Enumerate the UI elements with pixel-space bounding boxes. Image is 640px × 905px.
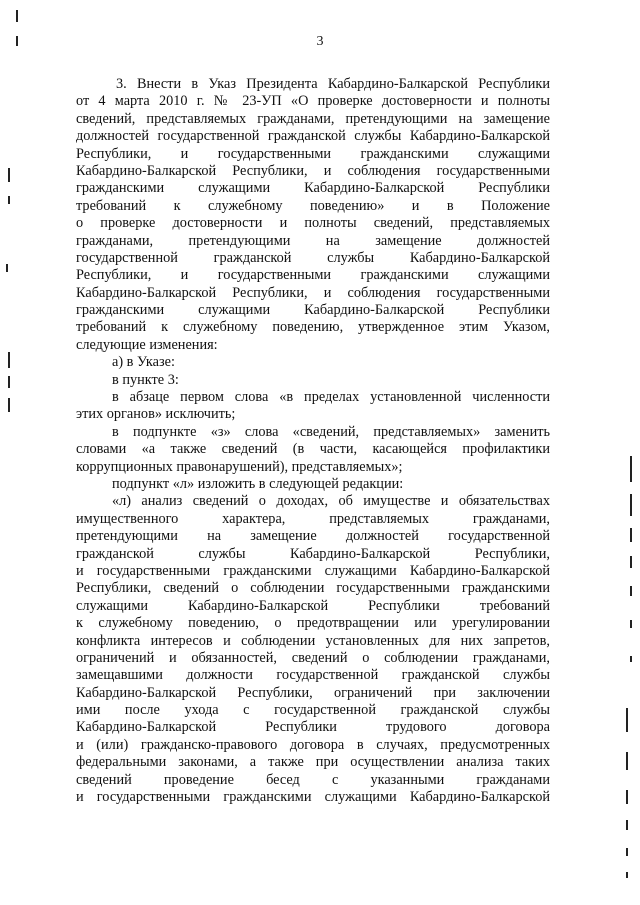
text-line: подпункт «л» изложить в следующей редакции: bbox=[112, 475, 404, 492]
text-line: а) в Указе: bbox=[112, 354, 175, 371]
text-line: к служебному поведению, о предотвращении или урегулировании bbox=[76, 615, 550, 632]
text-line: этих органов» исключить; bbox=[76, 406, 236, 423]
text-line: Кабардино-Балкарской Республики, и соблюдения государственными bbox=[76, 284, 550, 301]
text-line: Кабардино-Балкарской Республики, и соблюдения государственными bbox=[76, 162, 550, 179]
scan-mark bbox=[626, 790, 628, 804]
scan-mark bbox=[8, 376, 10, 388]
scan-mark bbox=[630, 456, 632, 482]
text-line: о проверке достоверности и полноты сведений, представляемых bbox=[76, 215, 550, 232]
text-line: и государственными гражданскими служащими Кабардино-Балкарской bbox=[76, 562, 550, 579]
text-line: требований к служебному поведению, утвержденное этим Указом, bbox=[76, 319, 550, 336]
scan-mark bbox=[16, 10, 18, 22]
text-line: претендующими на замещение должностей государственной bbox=[76, 528, 550, 545]
text-line: служащими Кабардино-Балкарской Республики требований bbox=[76, 597, 550, 614]
text-line: в пункте 3: bbox=[112, 371, 179, 388]
scan-mark bbox=[630, 656, 632, 662]
scan-mark bbox=[8, 398, 10, 412]
text-line: в абзаце первом слова «в пределах установленной численности bbox=[112, 389, 550, 406]
text-line: федеральными законами, а также при осуществлении анализа таких bbox=[76, 754, 550, 771]
text-line: сведений, представляемых гражданами, претендующими на замещение bbox=[76, 110, 550, 127]
page-number: 3 bbox=[316, 34, 324, 49]
text-line: Республики, и государственными гражданскими служащими bbox=[76, 145, 550, 162]
text-line: и (или) гражданско-правового договора в случаях, предусмотренных bbox=[76, 736, 550, 753]
document-body bbox=[76, 76, 550, 806]
text-line: словами «а также сведений (в части, касающейся профилактики bbox=[76, 441, 550, 458]
text-line: государственной гражданской службы Кабардино-Балкарской bbox=[76, 249, 550, 266]
text-line: и государственными гражданскими служащими Кабардино-Балкарской bbox=[76, 789, 550, 806]
text-line: гражданскими служащими Кабардино-Балкарской Республики bbox=[76, 180, 550, 197]
text-line: коррупционных правонарушений), представляемых»; bbox=[76, 458, 403, 475]
scan-mark bbox=[16, 36, 18, 46]
text-line: сведений проведение бесед с указанными гражданами bbox=[76, 771, 550, 788]
scan-mark bbox=[630, 494, 632, 516]
scan-mark bbox=[630, 528, 632, 542]
text-line: Кабардино-Балкарской Республики, ограничений при заключении bbox=[76, 684, 550, 701]
text-line: следующие изменения: bbox=[76, 336, 218, 353]
text-line: от 4 марта 2010 г. № 23-УП «О проверке достоверности и полноты bbox=[76, 93, 550, 110]
scan-mark bbox=[626, 752, 628, 770]
text-line: Республики, сведений о соблюдении государственными гражданскими bbox=[76, 580, 550, 597]
scan-mark bbox=[8, 196, 10, 204]
text-line: Кабардино-Балкарской Республики трудового договора bbox=[76, 719, 550, 736]
text-line: требований к служебному поведению» и в Положение bbox=[76, 197, 550, 214]
text-line: должностей государственной гражданской службы Кабардино-Балкарской bbox=[76, 128, 550, 145]
scan-mark bbox=[630, 556, 632, 568]
text-line: замещавшими должности государственной гражданской службы bbox=[76, 667, 550, 684]
scan-mark bbox=[626, 708, 628, 732]
scan-mark bbox=[626, 820, 628, 830]
text-line: в подпункте «з» слова «сведений, представляемых» заменить bbox=[112, 423, 550, 440]
text-line: Республики, и государственными гражданскими служащими bbox=[76, 267, 550, 284]
scan-mark bbox=[8, 352, 10, 368]
scan-mark bbox=[630, 620, 632, 628]
scan-mark bbox=[626, 872, 628, 878]
text-line: «л) анализ сведений о доходах, об имуществе и обязательствах bbox=[112, 493, 550, 510]
scan-mark bbox=[626, 848, 628, 856]
text-line: конфликта интересов и соблюдении установленных для них запретов, bbox=[76, 632, 550, 649]
text-line: имущественного характера, представляемых гражданами, bbox=[76, 510, 550, 527]
scan-mark bbox=[8, 168, 10, 182]
text-line: гражданскими служащими Кабардино-Балкарской Республики bbox=[76, 302, 550, 319]
text-line: гражданами, претендующими на замещение должностей bbox=[76, 232, 550, 249]
text-line: гражданской службы Кабардино-Балкарской Республики, bbox=[76, 545, 550, 562]
text-line: ими после ухода с государственной гражданской службы bbox=[76, 702, 550, 719]
text-line: ограничений и обязанностей, сведений о соблюдении гражданами, bbox=[76, 649, 550, 666]
scan-mark bbox=[6, 264, 8, 272]
text-line: 3. Внести в Указ Президента Кабардино-Балкарской Республики bbox=[116, 76, 550, 92]
scan-mark bbox=[630, 586, 632, 596]
